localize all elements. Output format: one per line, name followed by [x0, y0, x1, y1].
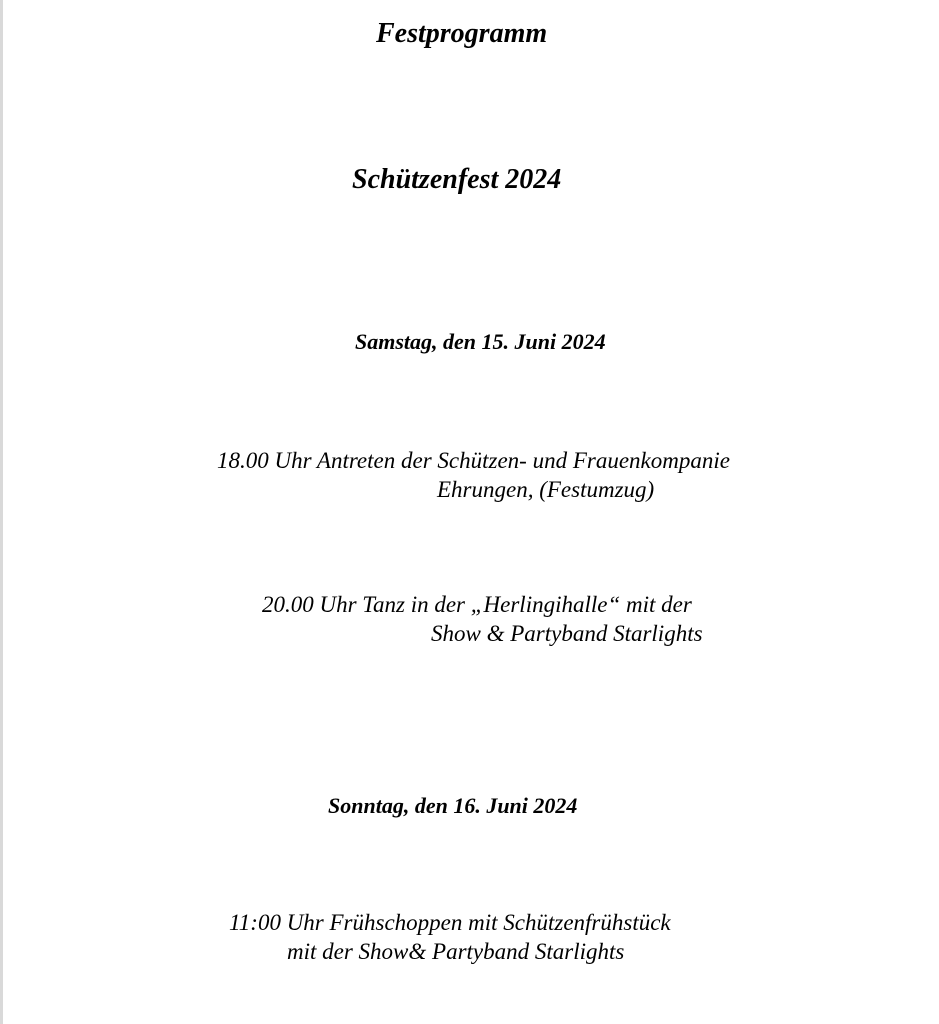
- schedule-entry-line: 20.00 Uhr Tanz in der „Herlingihalle“ mit der: [262, 592, 692, 617]
- day-heading-saturday: Samstag, den 15. Juni 2024: [355, 329, 606, 354]
- schedule-entry-line: mit der Show& Partyband Starlights: [287, 939, 625, 964]
- schedule-entry-line: Ehrungen, (Festumzug): [437, 477, 655, 502]
- schedule-entry-line: 18.00 Uhr Antreten der Schützen- und Frauenkompanie: [217, 448, 730, 473]
- page-left-border: [0, 0, 3, 1024]
- document-subtitle: Schützenfest 2024: [352, 164, 562, 195]
- schedule-entry-line: 11:00 Uhr Frühschoppen mit Schützenfrühstück: [229, 910, 671, 935]
- day-heading-sunday: Sonntag, den 16. Juni 2024: [328, 793, 578, 818]
- document-title: Festprogramm: [376, 18, 548, 49]
- schedule-entry-line: Show & Partyband Starlights: [431, 621, 703, 646]
